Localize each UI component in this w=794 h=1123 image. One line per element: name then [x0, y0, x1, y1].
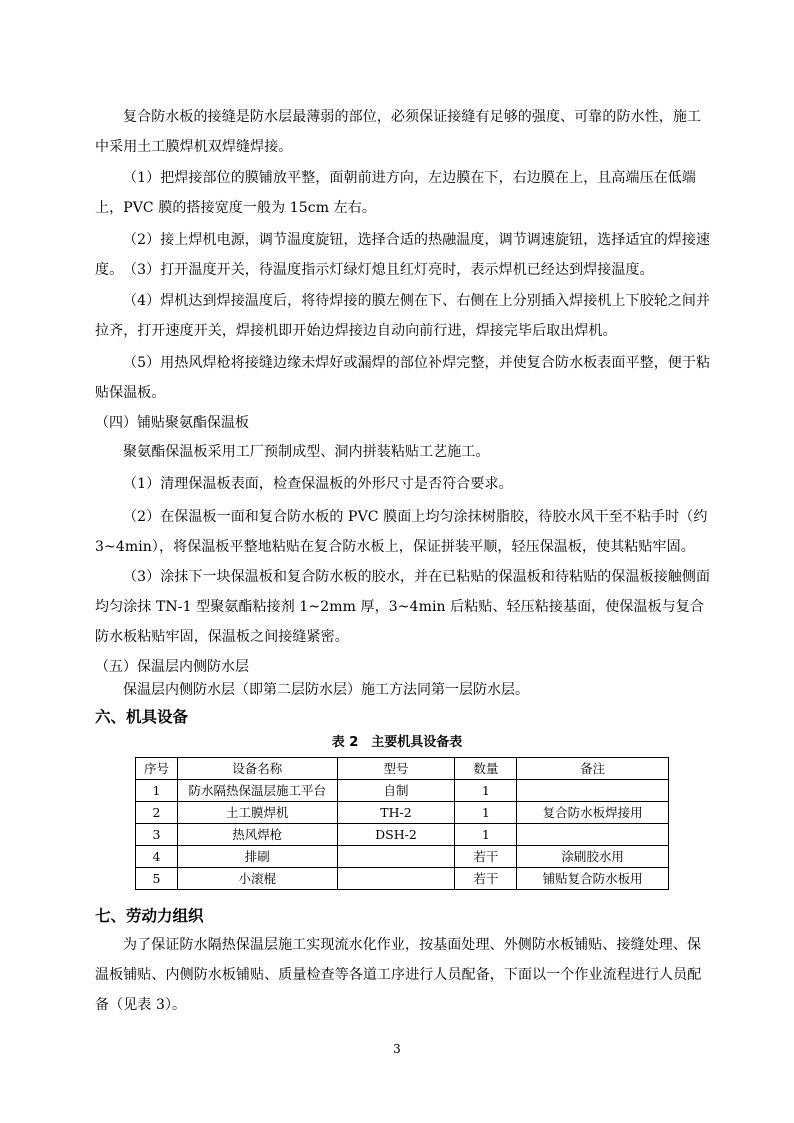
paragraph-inner-waterproof: 保温层内侧防水层（即第二层防水层）施工方法同第一层防水层。	[123, 682, 529, 698]
table-row	[136, 868, 669, 890]
cell-remark: 涂刷胶水用	[517, 846, 669, 868]
cell-index: 2	[136, 802, 178, 824]
cell-name: 防水隔热保温层施工平台	[177, 780, 337, 802]
header-index: 序号	[136, 758, 178, 780]
cell-quantity: 1	[455, 824, 517, 846]
cell-remark: 铺贴复合防水板用	[517, 868, 669, 890]
cell-model	[337, 846, 455, 868]
heading-equipment: 六、机具设备	[95, 708, 189, 726]
cell-remark	[517, 824, 669, 846]
cell-quantity: 若干	[455, 868, 517, 890]
header-quantity: 数量	[455, 758, 517, 780]
heading-labor: 七、劳动力组织	[95, 907, 204, 925]
paragraph-step-2: （2）接上焊机电源，调节温度旋钮，选择合适的热融温度，调节调速旋钮，选择适宜的焊接速度。	[95, 232, 711, 278]
section-heading-4: （四）铺贴聚氨酯保温板	[95, 415, 249, 431]
cell-remark	[517, 780, 669, 802]
cell-index: 1	[136, 780, 178, 802]
cell-name: 热风焊枪	[177, 824, 337, 846]
header-model: 型号	[337, 758, 455, 780]
cell-name: 小滚棍	[177, 868, 337, 890]
paragraph-step-4: （4）焊机达到焊接温度后，将待焊接的膜左侧在下、右侧在上分别插入焊接机上下胶轮之间并拉齐，打开速度开关，焊接机即开始边焊接边自动向前行进，焊接完毕后取出焊机。	[95, 293, 711, 339]
paragraph-insulation-intro: 聚氨酯保温板采用工厂预制成型、洞内拼装粘贴工艺施工。	[123, 444, 490, 460]
cell-index: 5	[136, 868, 178, 890]
paragraph-insulation-step-2: （2）在保温板一面和复合防水板的 PVC 膜面上均匀涂抹树脂胶，待胶水风干至不粘手时（约 3~4min），将保温板平整地粘贴在复合防水板上，保证拼装平顺，轻压保温板，使其粘贴牢固。	[95, 509, 708, 555]
header-remark: 备注	[517, 758, 669, 780]
table-row	[136, 802, 669, 824]
paragraph-insulation-step-3: （3）涂抹下一块保温板和复合防水板的胶水，并在已粘贴的保温板和待粘贴的保温板接触侧面均匀涂抹 TN-1 型聚氨酯粘接剂 1~2mm 厚，3~4min 后粘贴、轻压粘接基面，使保温板与复合防水板粘贴牢固，保温板之间接缝紧密。	[95, 569, 711, 645]
paragraph-step-5: （5）用热风焊枪将接缝边缘未焊好或漏焊的部位补焊完整，并使复合防水板表面平整，便于粘贴保温板。	[95, 355, 711, 401]
cell-model: 自制	[337, 780, 455, 802]
cell-model	[337, 868, 455, 890]
paragraph-step-1: （1）把焊接部位的膜铺放平整，面朝前进方向，左边膜在下，右边膜在上，且高端压在低端上，PVC 膜的搭接宽度一般为 15cm 左右。	[95, 170, 697, 216]
paragraph-seam-intro: 复合防水板的接缝是防水层最薄弱的部位，必须保证接缝有足够的强度、可靠的防水性，施工中采用土工膜焊机双焊缝焊接。	[95, 109, 702, 155]
cell-quantity: 1	[455, 802, 517, 824]
cell-quantity: 若干	[455, 846, 517, 868]
table-row	[136, 846, 669, 868]
cell-quantity: 1	[455, 780, 517, 802]
paragraph-labor: 为了保证防水隔热保温层施工实现流水化作业，按基面处理、外侧防水板铺贴、接缝处理、保温板铺贴、内侧防水板铺贴、质量检查等各道工序进行人员配备，下面以一个作业流程进行人员配备（见表 3）。	[95, 937, 702, 1013]
section-heading-5: （五）保温层内侧防水层	[95, 659, 249, 675]
page-number: 3	[393, 1042, 401, 1056]
table-caption: 表 2 主要机具设备表	[331, 735, 463, 750]
paragraph-step-3: （3）打开温度开关，待温度指示灯绿灯熄且红灯亮时，表示焊机已经达到焊接温度。	[123, 262, 654, 278]
cell-index: 4	[136, 846, 178, 868]
cell-name: 排刷	[177, 846, 337, 868]
cell-model: TH-2	[337, 802, 455, 824]
cell-name: 土工膜焊机	[177, 802, 337, 824]
header-name: 设备名称	[177, 758, 337, 780]
cell-model: DSH-2	[337, 824, 455, 846]
table-header-row	[136, 758, 669, 780]
equipment-table	[135, 757, 669, 890]
cell-remark: 复合防水板焊接用	[517, 802, 669, 824]
paragraph-insulation-step-1: （1）清理保温板表面，检查保温板的外形尺寸是否符合要求。	[123, 476, 513, 492]
table-row	[136, 824, 669, 846]
cell-index: 3	[136, 824, 178, 846]
table-row	[136, 780, 669, 802]
